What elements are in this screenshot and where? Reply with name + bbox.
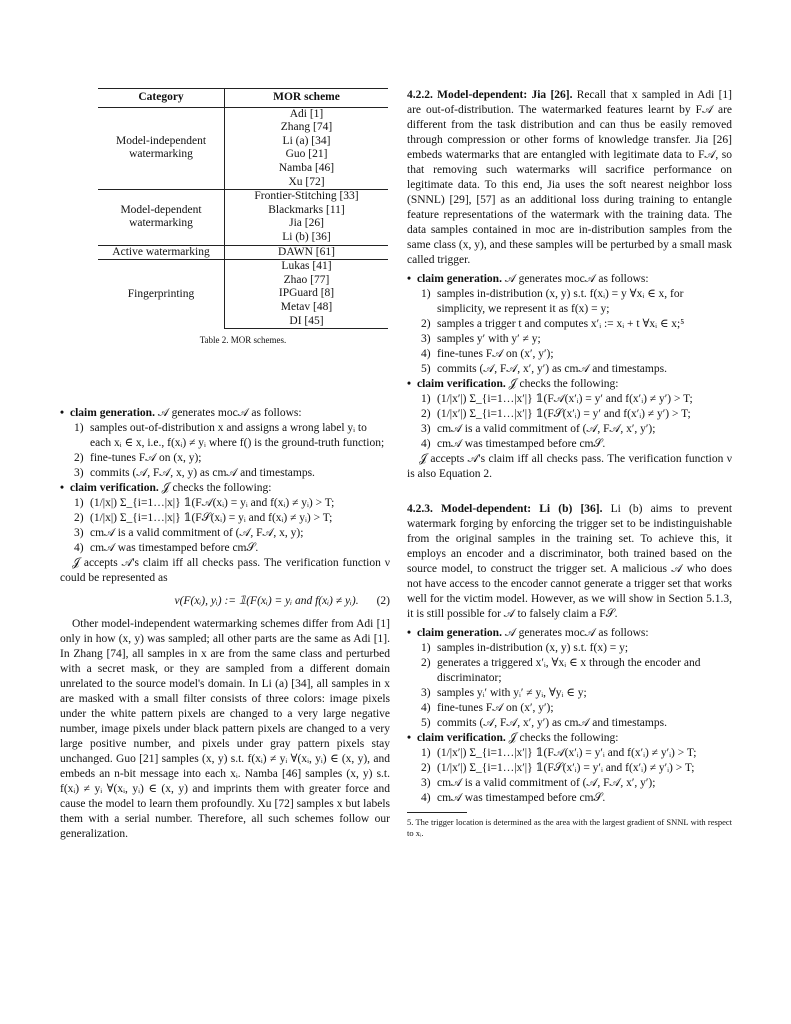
- table-scheme: Li (b) [36]: [282, 230, 331, 243]
- list-item: 3) commits (𝒜, F𝒜, x, y) as cm𝒜 and timestamps.: [74, 467, 315, 480]
- claim-generation-heading: claim generation.: [417, 627, 502, 639]
- list-item: 1) samples in-distribution (x, y) s.t. f(x) = y;: [421, 642, 629, 654]
- table-category: Active watermarking: [98, 245, 225, 260]
- equation-body: ν(F(xᵢ), yᵢ) := 𝟙(F(xᵢ) = yᵢ and f(xᵢ) ≠ yᵢ).: [174, 595, 359, 608]
- table-category: Fingerprinting: [98, 260, 225, 329]
- claim-list: [60, 406, 390, 556]
- table-caption: Table 2. MOR schemes.: [199, 335, 287, 346]
- table-scheme: IPGuard [8]: [278, 287, 335, 300]
- list-item: 2) (1/|x|) Σ_{i=1…|x|} 𝟙(F𝒮(xᵢ) = yᵢ and f(xᵢ) ≠ yᵢ) > T;: [74, 512, 333, 525]
- list-item: 4) fine-tunes F𝒜 on (x′, y′);: [421, 702, 554, 714]
- list-item: 1) samples out-of-distribution x and assigns a wrong label yᵢ to each xᵢ ∈ x, i.e., f(xᵢ) ≠ yᵢ where f() is the ground-truth function;: [74, 422, 385, 450]
- claim-list: [407, 272, 732, 452]
- left-column: [60, 88, 390, 842]
- list-item: 4) fine-tunes F𝒜 on (x′, y′);: [421, 348, 554, 360]
- list-item: 4) cm𝒜 was timestamped before cm𝒮.: [74, 542, 259, 555]
- claim-generation: [417, 272, 732, 377]
- generation-steps: [417, 641, 732, 731]
- list-item: 3) cm𝒜 is a valid commitment of (𝒜, F𝒜, x′, y′);: [421, 777, 656, 789]
- section-heading: 4.2.2. Model-dependent: Jia [26].: [407, 89, 573, 101]
- list-item: 2) (1/|x′|) Σ_{i=1…|x′|} 𝟙(F𝒮(x′ᵢ) = y′ᵢ and f(x′ᵢ) ≠ y′ᵢ) > T;: [421, 762, 695, 774]
- table-scheme: Zhang [74]: [280, 121, 333, 134]
- list-item: 5) commits (𝒜, F𝒜, x′, y′) as cm𝒜 and timestamps.: [421, 363, 667, 375]
- accept-paragraph: 𝒥 accepts 𝒜's claim iff all checks pass. The verification function ν is also Equation 2.: [407, 453, 732, 480]
- section-text: Li (b) aims to prevent watermark forging by enforcing the trigger set to be indistinguishable from the original samples in the training set. To achieve this, it employs an encoder and a discriminator, both trained based on the source model, to construct the trigger set. A malicious 𝒜 who does not have access to the encoder cannot generate a trigger set that works well for the victim model. However, as we will show in Section 5.1.3, it is still possible for 𝒜 to falsely claim a F𝒮.: [407, 503, 733, 620]
- claim-list: [407, 626, 732, 806]
- table-scheme: Metav [48]: [280, 300, 333, 313]
- list-item: 2) samples a trigger t and computes x′ᵢ := xᵢ + t ∀xᵢ ∈ x;⁵: [421, 318, 685, 330]
- table-scheme: Namba [46]: [278, 161, 335, 174]
- verification-steps: [70, 496, 390, 556]
- section-text: Recall that x sampled in Adi [1] are out-of-distribution. The watermarked features learnt by F𝒜 are different from the task distribution and can thus be easily removed through compression or other forms of knowledge transfer. Jia [26] embeds watermarks that are entangled with legitimate data to F𝒜, so that removing such watermarks will sacrifice performance on legitimate data. To this end, Jia uses the soft nearest neighbor loss (SNNL) [29], [57] as an additional loss during training to entangle feature representations of the watermark with the training data. The data samples contained in moc are in-distribution samples from the same class (x, y), and these samples will be perturbed by a small mask called trigger.: [407, 89, 732, 266]
- right-column: [407, 88, 732, 839]
- table-scheme: Adi [1]: [289, 107, 324, 120]
- table-category: Model-dependent watermarking: [98, 190, 225, 245]
- list-item: 4) cm𝒜 was timestamped before cm𝒮.: [421, 792, 606, 804]
- body-paragraph: Other model-independent watermarking schemes differ from Adi [1] only in how (x, y) was sampled; all other parts are the same as Adi [1]. In Zhang [74], all samples in x are from the same class and perturbed with a secret mask, or they are sampled from a different domain unrelated to the source model's domain. In Li (a) [34], all samples in x are masked with a small filter consists of three colors: image pixels under the white pattern pixels are changed to a very large negative number, image pixels under black pattern pixels are changed to a very large positive number, and pixels under gray pattern pixels stay unchanged. Guo [21] samples (x, y) s.t. f(xᵢ) ≠ yᵢ ∀(xᵢ, yᵢ) ∈ (x, y), and embeds an n-bit message into each xᵢ. Namba [46] samples (x, y) s.t. f(xᵢ) ≠ yᵢ ∀(xᵢ, yᵢ) ∈ (x, y) and imprints them with greater force and cause the model to learn them profoundly. Xu [72] samples x but labels them with a serial number. Therefore, all such schemes follow our generalization.: [60, 618, 390, 841]
- claim-verification: [417, 377, 732, 452]
- list-item: 2) fine-tunes F𝒜 on (x, y);: [74, 452, 202, 465]
- table-scheme: Guo [21]: [285, 148, 328, 161]
- table-scheme: Xu [72]: [288, 175, 325, 188]
- claim-verification-text: 𝒥 checks the following:: [161, 482, 272, 495]
- claim-generation-text: 𝒜 generates moc𝒜 as follows:: [504, 627, 649, 639]
- section-4-2-2: [407, 88, 732, 268]
- list-item: 4) cm𝒜 was timestamped before cm𝒮.: [421, 438, 606, 450]
- footnote-rule: [407, 812, 467, 813]
- accept-paragraph: 𝒥 accepts 𝒜's claim iff all checks pass. The verification function ν could be represented as: [60, 557, 390, 585]
- claim-generation-heading: claim generation.: [70, 407, 155, 420]
- equation-number: (2): [376, 595, 390, 608]
- list-item: 2) (1/|x′|) Σ_{i=1…|x′|} 𝟙(F𝒮(x′ᵢ) = y′ and f(x′ᵢ) ≠ y′) > T;: [421, 408, 691, 420]
- generation-steps: [417, 287, 732, 377]
- claim-verification-heading: claim verification.: [417, 378, 506, 390]
- list-item: 3) cm𝒜 is a valid commitment of (𝒜, F𝒜, x′, y′);: [421, 423, 656, 435]
- table-scheme: Frontier-Stitching [33]: [225, 190, 389, 204]
- table-scheme: DI [45]: [225, 315, 389, 329]
- list-item: 5) commits (𝒜, F𝒜, x′, y′) as cm𝒜 and timestamps.: [421, 717, 667, 729]
- footnote: 5. The trigger location is determined as the area with the largest gradient of SNNL with respect to xᵢ.: [407, 817, 732, 838]
- table-header-scheme: MOR scheme: [225, 89, 389, 108]
- table-category: Model-independent watermarking: [98, 107, 225, 190]
- claim-generation-text: 𝒜 generates moc𝒜 as follows:: [504, 273, 649, 285]
- generation-steps: [70, 421, 390, 481]
- verification-steps: [417, 746, 732, 806]
- table-scheme: Li (a) [34]: [282, 134, 331, 147]
- claim-verification-text: 𝒥 checks the following:: [508, 732, 619, 744]
- section-4-2-3: [407, 502, 732, 622]
- claim-generation: [417, 626, 732, 731]
- verification-steps: [417, 392, 732, 452]
- claim-verification: [417, 731, 732, 806]
- claim-generation: [70, 406, 390, 481]
- table-scheme: Zhao [77]: [283, 273, 330, 286]
- claim-verification-heading: claim verification.: [417, 732, 506, 744]
- claim-generation-text: 𝒜 generates moc𝒜 as follows:: [157, 407, 302, 420]
- list-item: 3) cm𝒜 is a valid commitment of (𝒜, F𝒜, x, y);: [74, 527, 304, 540]
- list-item: 2) generates a triggered x′ᵢ, ∀xᵢ ∈ x through the encoder and discriminator;: [421, 657, 701, 684]
- table-scheme: Blackmarks [11]: [268, 203, 345, 216]
- list-item: 1) (1/|x′|) Σ_{i=1…|x′|} 𝟙(F𝒜(x′ᵢ) = y′ and f(x′ᵢ) ≠ y′) > T;: [421, 393, 693, 405]
- section-heading: 4.2.3. Model-dependent: Li (b) [36].: [407, 503, 603, 515]
- table-scheme: Jia [26]: [289, 217, 324, 230]
- list-item: 1) (1/|x|) Σ_{i=1…|x|} 𝟙(F𝒜(xᵢ) = yᵢ and f(xᵢ) ≠ yᵢ) > T;: [74, 497, 335, 510]
- claim-generation-heading: claim generation.: [417, 273, 502, 285]
- list-item: 1) (1/|x′|) Σ_{i=1…|x′|} 𝟙(F𝒜(x′ᵢ) = y′ᵢ and f(x′ᵢ) ≠ y′ᵢ) > T;: [421, 747, 697, 759]
- list-item: 1) samples in-distribution (x, y) s.t. f(xᵢ) = y ∀xᵢ ∈ x, for simplicity, we represent it as f(x) = y;: [421, 288, 684, 315]
- mor-table: [98, 88, 388, 329]
- table-header-category: Category: [98, 89, 225, 108]
- claim-verification: [70, 481, 390, 556]
- equation-2: [60, 594, 390, 609]
- claim-verification-text: 𝒥 checks the following:: [508, 378, 619, 390]
- list-item: 3) samples yᵢ′ with yᵢ′ ≠ yᵢ, ∀yᵢ ∈ y;: [421, 687, 587, 699]
- list-item: 3) samples y′ with y′ ≠ y;: [421, 333, 541, 345]
- table-scheme: Lukas [41]: [225, 260, 389, 274]
- claim-verification-heading: claim verification.: [70, 482, 159, 495]
- table-scheme: DAWN [61]: [225, 245, 389, 260]
